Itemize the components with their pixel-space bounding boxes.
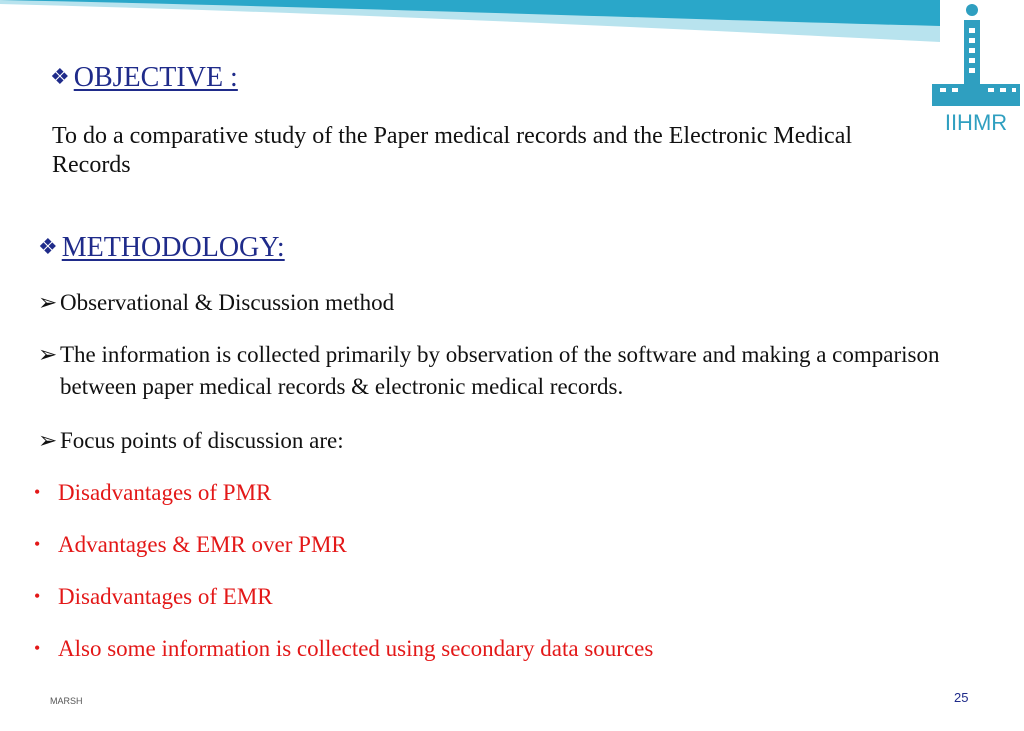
focus-point-text: Disadvantages of PMR [58,480,272,505]
dot-bullet-icon: • [34,534,41,554]
focus-point [34,477,271,508]
dot-bullet-icon: • [34,638,41,658]
focus-point-text: Disadvantages of EMR [58,584,273,609]
diamond-bullet-icon: ❖ [50,64,70,89]
arrow-bullet-icon: ➢ [38,290,58,315]
arrow-bullet-icon: ➢ [38,342,58,367]
methodology-point [38,287,978,319]
methodology-point [38,339,990,403]
methodology-point-text: Observational & Discussion method [60,290,395,315]
methodology-point [38,425,978,457]
dot-bullet-icon: • [34,586,41,606]
page-number: 25 [954,690,969,705]
footer-author: MARSH [50,696,83,706]
methodology-heading-text: METHODOLOGY: [61,232,285,263]
methodology-point-text: Focus points of discussion are: [60,428,344,453]
objective-text: To do a comparative study of the Paper medical records and the Electronic Medical Records [52,123,853,178]
diamond-bullet-icon: ❖ [38,234,58,259]
objective-heading-text: OBJECTIVE : [73,62,238,93]
iihmr-logo [928,0,1024,135]
focus-point-text: Advantages & EMR over PMR [58,532,347,557]
focus-point-text: Also some information is collected using secondary data sources [58,636,654,661]
arrow-bullet-icon: ➢ [38,428,58,453]
methodology-heading [38,230,285,265]
top-banner [0,0,940,48]
focus-point [34,633,653,664]
dot-bullet-icon: • [34,482,41,502]
focus-point [34,581,273,612]
logo-text: IIHMR [944,110,1008,135]
focus-point [34,529,347,560]
objective-heading [50,60,238,95]
methodology-point-text: The information is collected primarily by observation of the software and making a comparison between paper medical records & electronic medical records. [60,342,940,399]
